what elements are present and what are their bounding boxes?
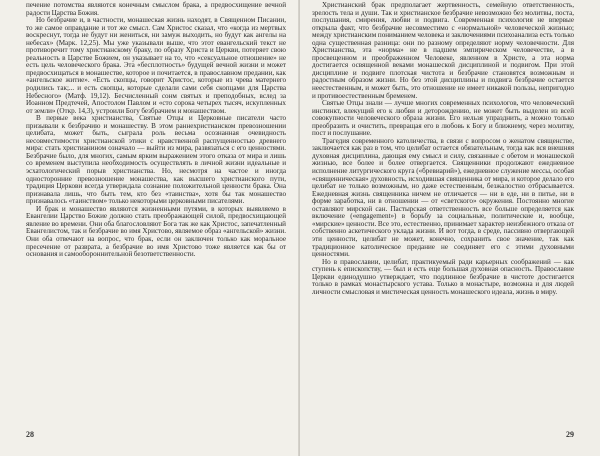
right-page bbox=[300, 0, 600, 456]
right-paragraph-1: Христианский брак предполагает жертвенность, семейную ответственность, зрелость тела и души. Так и христианское безбрачие невозможно без молитвы, поста, послушания, смирения, любви и подвига. Современная психология не впервые открыла факт, что безбрачие несовместимо с «нормальной» человеческой жизнью; между христианским пониманием человека и заключениями психоанализа есть только одна существенная разница: они по разному определяют норму человечности. Для Христианства, эта «норма» не в падшем эмпирическом человечестве, а в просвещенном и преображенном Человеке, явленном в Христе, а эта норма достигается освященной веками монашеской дисциплиной и подвигом. При этой дисциплине и подвиге плотская чистота и безбрачие становятся возможным и радостным образом жизни. Но без этой дисциплины и подвига безбрачие остается неестественным, и может быть, это отношение не имеет никакой пользы, непригодно и противоестественным бременем. bbox=[312, 1, 574, 100]
left-paragraph-1: печение потомства являются конечным смыслом брака, а предвосхищение вечной радости Царства Божия. bbox=[26, 1, 286, 17]
right-paragraph-3: Трагедия современного католичества, в связи с вопросом о женатом священстве, заключается как раз в том, что целибат остается обязательным, тогда как вся внешняя духовная дисциплина, дающая ему смысл и силу, связанные с обетом и монашеской жизнью, все более и более отвергается. Священники продолжают ежедневное исполнение литургического круга («бревиарий»), ежедневное служение мессы, особая «священническая» духовность, исходившая священника от мира, и которое делало его целибат не только возможным, но даже естественным, безжалостно отбрасывается. Ежедневная жизнь священника ничем не отличается — ни в еде, ни в питье, ни в форме заработка, ни в отношении — от «светского» окружения. Постоянно многие оставляют мирской сан. Пастырская ответственность все больше определяется как включение («engagement») в борьбу за социальные, политические и, вообще, «мирские» ценности. Все это, естественно, принимает характер неизбежного отказа от собственно аскетического уклада жизни. И вот тогда, в среде, пассивно отвергающей эти ценности, целибат не может, конечно, сохранить свое значение, так как традиционное католическое предание не соединяет его с этими духовными ценностями. bbox=[312, 136, 574, 259]
left-page-text bbox=[26, 2, 286, 259]
right-page-text bbox=[312, 2, 574, 296]
left-paragraph-3: В первые века христианства, Святые Отцы и Церковные писатели часто призывали к безбрачию и монашеству. В этом раннехристианском превозношении целибата, может быть, сыграла роль весьма осознанная очевидность несовместимости христианской этики с нравственной распущенностью древнего мира: стать христианином означало — выйти из мира, развязаться с его ценностями. Безбрачие было, для многих, самым ярким выражением этого отказа от мира и лишь со временем выступила необходимость осуществлять в личной жизни идеальные и эсхатологический порыв христианства. Но, несмотря на частое и иногда односторонние превозношение монашества, как высшего христианского пути, традиция Церкови всегда утверждала сознание положительной ценности брака. Она признавала лишь, что быть тем, кто без «таинства», хотя бы так монашество признавалось «таинством» только некоторыми церковными писателями. bbox=[26, 114, 286, 206]
right-paragraph-4: Но в православии, целибат, практикуемый ради карьерных соображений — как ступень к епископству, — был и есть еще большая духовная опасность. Православие Церкви единодушно утверждает, что подлинное безбрачие в чистоте достигается только в рамках монастырского устава. Только в монастыре, возможна и для людей личности смысловая и мистическая ценность монашеского идеала, жизнь в миру. bbox=[312, 257, 574, 296]
right-page-number: 29 bbox=[566, 430, 574, 439]
right-paragraph-2: Святые Отцы знали — лучше многих современных психологов, что человеческий инстинкт, влекущий его к любви и деторождению, не может быть выделен из всей совокупности человеческого образа жизни. Его нельзя упразднить, а можно только преобразить и очистить, превращая его в любовь к Богу и ближнему, через молитву, пост и послушание. bbox=[312, 99, 574, 138]
left-paragraph-2: Но безбрачие и, в частности, монашеская жизнь находят, в Священном Писании, то же самое оправдание и тот же смысл. Сам Христос сказал, что «когда из мертвых воскреснут, тогда не будут ни жениться, ни замуж выходить, но будут как ангелы на небесах» (Марк. 12,25). Мы уже указывали выше, что этот евангельский текст не противоречит тому христианскому браку, по образу Христа и Церкви, потеряет свою реальность в Царстве Божием, он указывает на то, что «сексуальное отношение» не есть цель человеческого брака. Эта «бесплотность» будущей вечной жизни и может предвосхищаться в монашестве, которое и почитается, в православном предании, как «ангельское житие». «Есть скопцы, говорит Христос, которые из чрева матернего родились так;... и есть скопцы, которые сделали сами себя скопцами для Царства Небесного» (Матф. 19,12). Бесчисленный сонм святых и преподобных, вслед за Иоанном Предтечей, Апостолом Павлом и «сто сорока четырех тысяч, искупленных от земли» (Откр. 14,3), устроили Богу безбрачием и монашеством. bbox=[26, 16, 286, 115]
left-page-number: 28 bbox=[26, 430, 34, 439]
left-paragraph-4: И брак и монашество являются жизненными путями, в которых выявляемо в Евангелии Царство Божие должно стать преображающей силой, предвосхищающей явление во времени. Они оба благословляют Бога так же как Христос, запечатленный Евангелистом, так и безбрачие во имя Христово, являемое образ «ангельской» жизни. Они оба отвечают на вопрос, что брак, если он заключен только как моральное пресечение от разврата, а безбрачие во имя Христово тоже является как бы от основания и самообороннительной безответственности. bbox=[26, 204, 286, 259]
